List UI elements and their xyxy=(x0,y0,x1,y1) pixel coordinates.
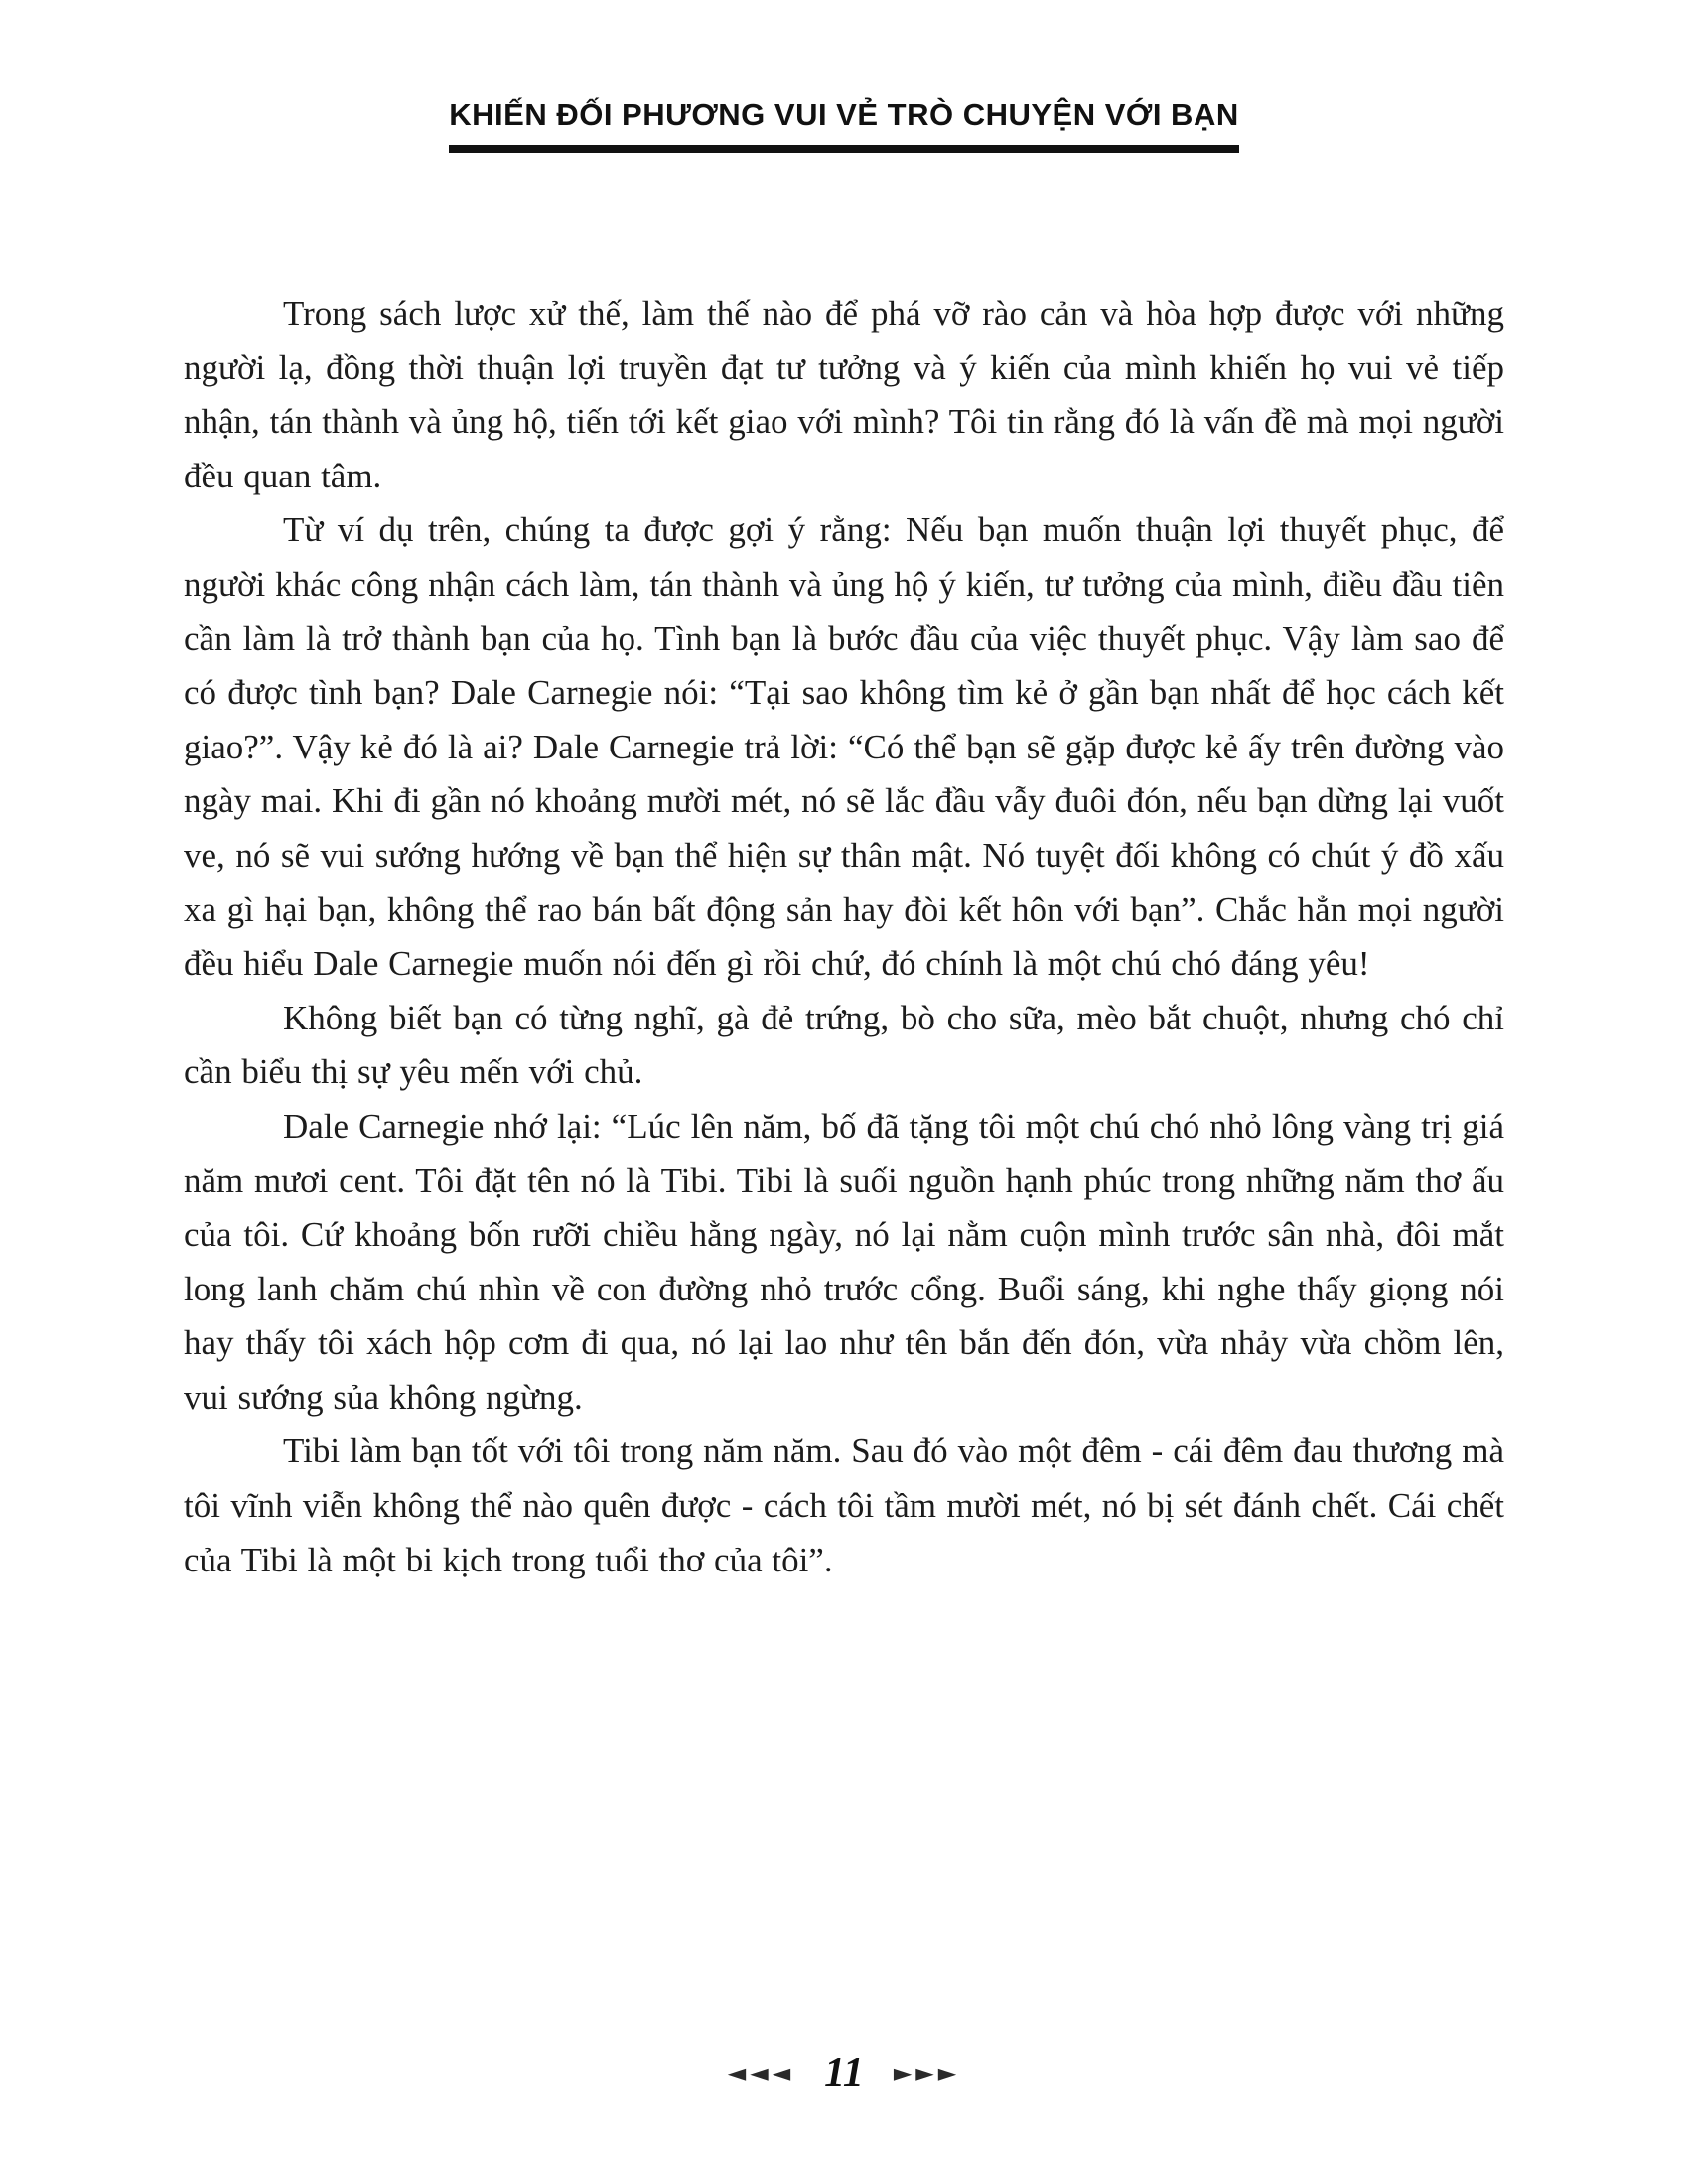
page-number: 11 xyxy=(824,2050,864,2096)
left-arrows-icon: ◄◄◄ xyxy=(727,2059,795,2087)
page-header xyxy=(0,0,1688,153)
paragraph-5: Tibi làm bạn tốt với tôi trong năm năm. Sau đó vào một đêm - cái đêm đau thương mà tôi vĩnh viễn không thể nào quên được - cách tôi tầm mười mét, nó bị sét đánh chết. Cái chết của Tibi là một bi kịch trong tuổi thơ của tôi”. xyxy=(184,1432,1504,1579)
running-head-title: KHIẾN ĐỐI PHƯƠNG VUI VẺ TRÒ CHUYỆN VỚI BẠN xyxy=(449,97,1238,153)
right-arrows-icon: ►►► xyxy=(893,2059,961,2087)
paragraph-3: Không biết bạn có từng nghĩ, gà đẻ trứng, bò cho sữa, mèo bắt chuột, nhưng chó chỉ cần biểu thị sự yêu mến với chủ. xyxy=(184,998,1504,1092)
page-footer xyxy=(0,2049,1688,2097)
paragraph-2: Từ ví dụ trên, chúng ta được gợi ý rằng: Nếu bạn muốn thuận lợi thuyết phục, để người khác công nhận cách làm, tán thành và ủng hộ ý kiến, tư tưởng của mình, điều đầu tiên cần làm là trở thành bạn của họ. Tình bạn là bước đầu của việc thuyết phục. Vậy làm sao để có được tình bạn? Dale Carnegie nói: “Tại sao không tìm kẻ ở gần bạn nhất để học cách kết giao?”. Vậy kẻ đó là ai? Dale Carnegie trả lời: “Có thể bạn sẽ gặp được kẻ ấy trên đường vào ngày mai. Khi đi gần nó khoảng mười mét, nó sẽ lắc đầu vẫy đuôi đón, nếu bạn dừng lại vuốt ve, nó sẽ vui sướng hướng về bạn thể hiện sự thân mật. Nó tuyệt đối không có chút ý đồ xấu xa gì hại bạn, không thể rao bán bất động sản hay đòi kết hôn với bạn”. Chắc hẳn mọi người đều hiểu Dale Carnegie muốn nói đến gì rồi chứ, đó chính là một chú chó đáng yêu! xyxy=(184,510,1504,984)
paragraph-1: Trong sách lược xử thế, làm thế nào để phá vỡ rào cản và hòa hợp được với những người lạ, đồng thời thuận lợi truyền đạt tư tưởng và ý kiến của mình khiến họ vui vẻ tiếp nhận, tán thành và ủng hộ, tiến tới kết giao với mình? Tôi tin rằng đó là vấn đề mà mọi người đều quan tâm. xyxy=(184,294,1504,495)
paragraph-4: Dale Carnegie nhớ lại: “Lúc lên năm, bố đã tặng tôi một chú chó nhỏ lông vàng trị giá năm mươi cent. Tôi đặt tên nó là Tibi. Tibi là suối nguồn hạnh phúc trong những năm thơ ấu của tôi. Cứ khoảng bốn rưỡi chiều hằng ngày, nó lại nằm cuộn mình trước sân nhà, đôi mắt long lanh chăm chú nhìn về con đường nhỏ trước cổng. Buổi sáng, khi nghe thấy giọng nói hay thấy tôi xách hộp cơm đi qua, nó lại lao như tên bắn đến đón, vừa nhảy vừa chồm lên, vui sướng sủa không ngừng. xyxy=(184,1106,1504,1417)
body-text xyxy=(184,153,1504,1587)
